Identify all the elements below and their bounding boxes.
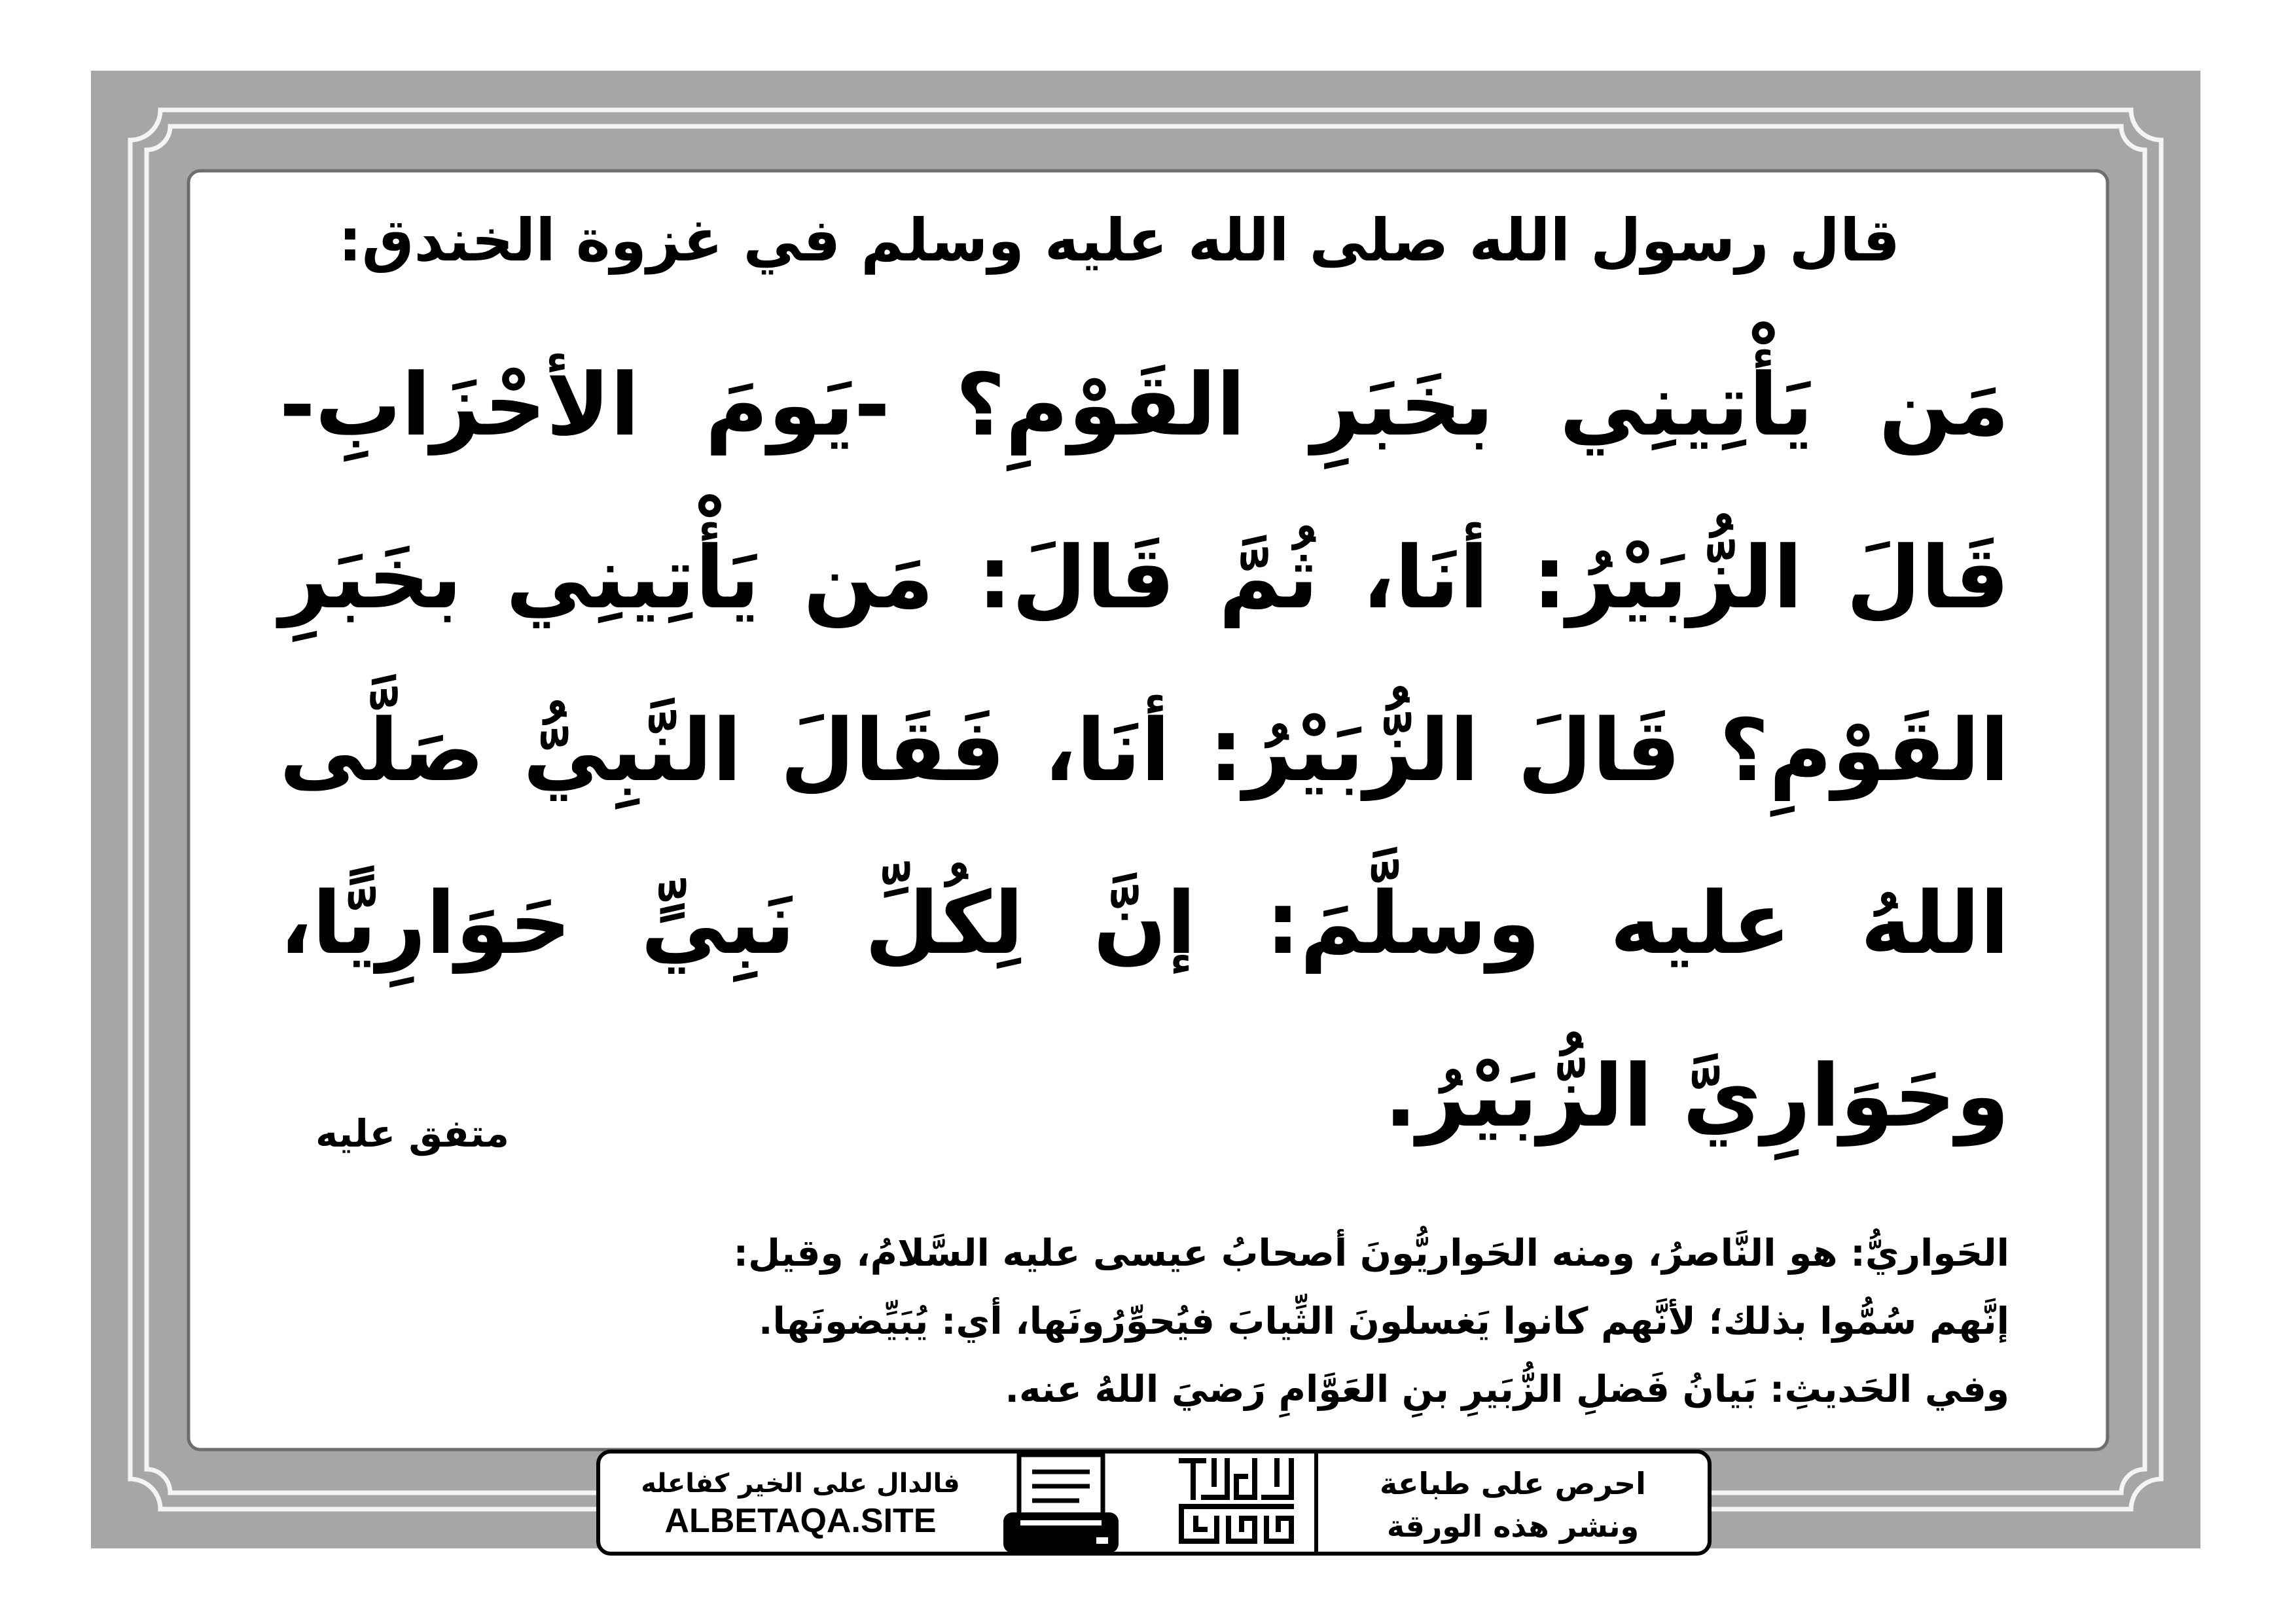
hadith-line: قَالَ الزُّبَيْرُ: أنَا، ثُمَّ قَالَ: مَن يَأْتِينِي بخَبَرِ	[279, 527, 2009, 628]
footer-divider	[1314, 1454, 1318, 1552]
footer-motto: فالدال على الخير كفاعله	[641, 1469, 960, 1499]
explanation-line: وفي الحَديثِ: بَيانُ فَضلِ الزُّبَيرِ بنِ العَوَّامِ رَضيَ اللهُ عنه.	[1005, 1368, 2009, 1411]
footer-banner	[596, 1450, 1712, 1556]
hadith-line: اللهُ عليه وسلَّمَ: إنَّ لِكُلِّ نَبِيٍّ حَوَارِيًّا،	[279, 873, 2009, 973]
print-cta-line: احرص على طباعة	[1380, 1466, 1646, 1501]
explanation-line: الحَواريُّ: هو النَّاصرُ، ومنه الحَواريُّونَ أصحابُ عيسى عليه السَّلامُ، وقيل:	[733, 1232, 2009, 1275]
print-cta-line: ونشر هذه الورقة	[1386, 1508, 1640, 1544]
website-url: ALBETAQA.SITE	[664, 1502, 937, 1540]
kufic-logo-icon	[1177, 1457, 1295, 1545]
explanation-line: إنَّهم سُمُّوا بذلك؛ لأنَّهم كانوا يَغسلونَ الثِّيابَ فيُحوِّرُونَها، أي: يُبَيِّضونَها.	[759, 1300, 2009, 1343]
hadith-line: مَن يَأْتِينِي بخَبَرِ القَوْمِ؟ -يَومَ الأحْزَابِ-	[279, 355, 2009, 455]
hadith-line: وحَوَارِيَّ الزُّبَيْرُ.	[1384, 1046, 2009, 1146]
explanation-text	[694, 1220, 2009, 1424]
printer-icon	[1001, 1450, 1121, 1556]
hadith-line: القَوْمِ؟ قَالَ الزُّبَيْرُ: أنَا، فَقَالَ النَّبِيُّ صَلَّى	[279, 700, 2009, 800]
card-heading: قال رسول الله صلى الله عليه وسلم في غزوة الخندق:	[338, 207, 1900, 275]
hadith-text	[279, 319, 2009, 1183]
hadith-source: متفق عليه	[315, 1111, 509, 1156]
